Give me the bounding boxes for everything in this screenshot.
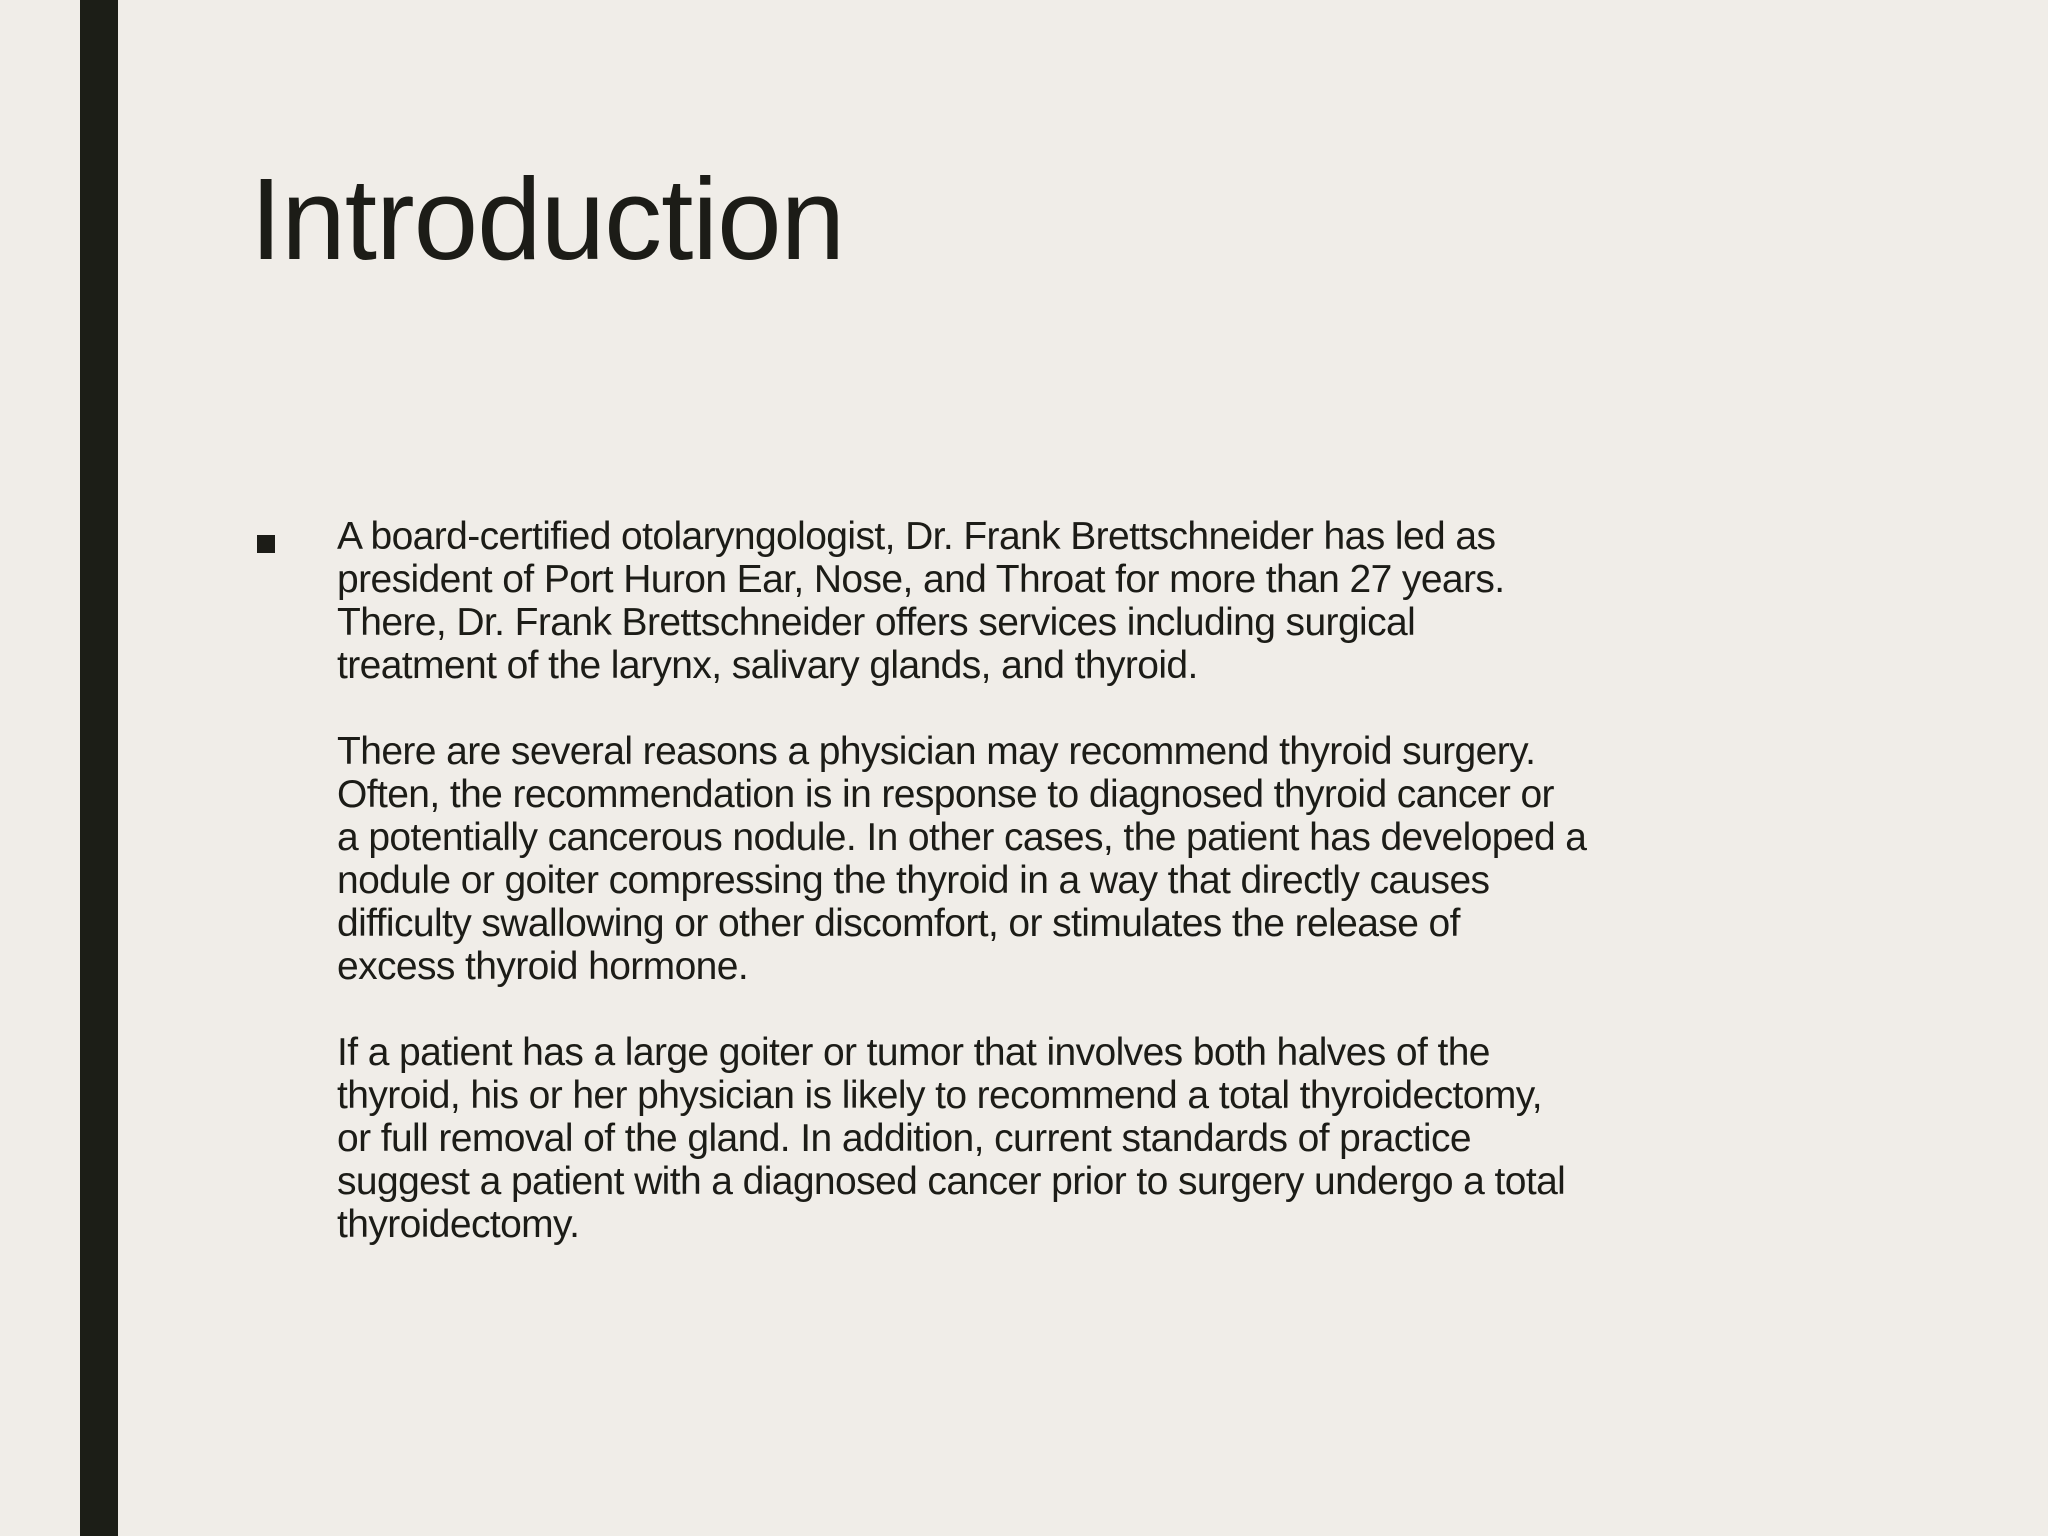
left-accent-bar [80, 0, 118, 1536]
slide-body [250, 515, 1860, 1246]
paragraph-reasons: There are several reasons a physician may recommend thyroid surgery. Often, the recommendation is in response to diagnosed thyroid cancer or a potentially cancerous nodule. In other cases, the patient has developed a nodule or goiter compressing the thyroid in a way that directly causes difficulty swallowing or other discomfort, or stimulates the release of excess thyroid hormone. [337, 730, 1587, 988]
slide-title: Introduction [250, 154, 845, 284]
paragraph-total-thyroidectomy: If a patient has a large goiter or tumor that involves both halves of the thyroid, his or her physician is likely to recommend a total thyroidectomy, or full removal of the gland. In addition, current standards of practice suggest a patient with a diagnosed cancer prior to surgery undergo a total thyroidectomy. [337, 1031, 1566, 1246]
paragraph-intro: A board-certified otolaryngologist, Dr. Frank Brettschneider has led as president of Port Huron Ear, Nose, and Throat for more than 27 years. There, Dr. Frank Brettschneider offers services including surgical treatment of the larynx, salivary glands, and thyroid. [337, 515, 1505, 687]
bullet-item [250, 515, 1860, 1246]
square-bullet-icon [257, 535, 275, 553]
